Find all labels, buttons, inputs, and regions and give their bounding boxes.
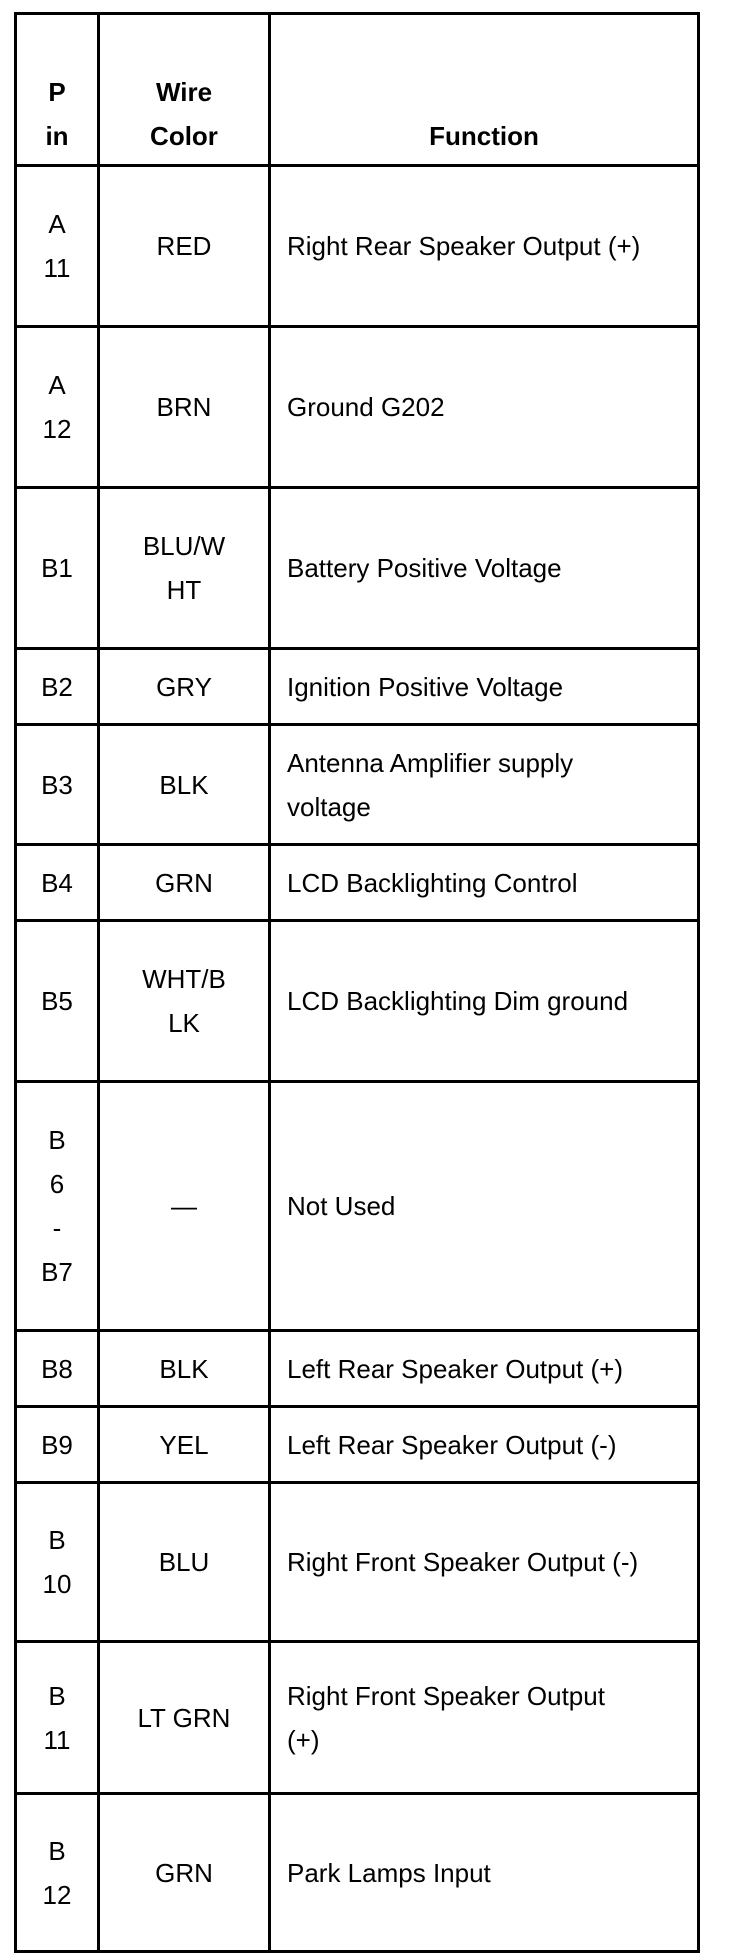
table-row [16,488,699,649]
function-cell: Left Rear Speaker Output (+) [270,1331,699,1407]
table-row [16,845,699,921]
function-cell: Right Front Speaker Output (-) [270,1483,699,1642]
table-row [16,1407,699,1483]
function-cell: Battery Positive Voltage [270,488,699,649]
table-row [16,725,699,845]
function-cell: LCD Backlighting Dim ground [270,921,699,1082]
header-wire-color [99,14,270,166]
wire-color-cell: RED [99,166,270,327]
header-function [270,14,699,166]
wire-color-cell: GRN [99,845,270,921]
table-row [16,1483,699,1642]
pin-cell: A 12 [16,327,99,488]
pin-cell: B 12 [16,1794,99,1952]
pin-cell: B1 [16,488,99,649]
pin-cell: B2 [16,649,99,725]
table-row [16,1642,699,1794]
table-row [16,1331,699,1407]
pin-cell: B9 [16,1407,99,1483]
header-pin-label: P in [45,77,69,151]
wire-color-cell: BLK [99,725,270,845]
wire-color-cell: WHT/B LK [99,921,270,1082]
wire-color-cell: — [99,1082,270,1331]
pin-cell: B3 [16,725,99,845]
pin-cell: B 10 [16,1483,99,1642]
pin-cell: A 11 [16,166,99,327]
function-cell: Right Front Speaker Output (+) [270,1642,699,1794]
header-wire-color-label: Wire Color [150,77,218,151]
function-cell: Left Rear Speaker Output (-) [270,1407,699,1483]
pin-cell: B8 [16,1331,99,1407]
wire-color-cell: GRN [99,1794,270,1952]
wire-color-cell: BLU/W HT [99,488,270,649]
wire-color-cell: BLK [99,1331,270,1407]
pin-cell: B5 [16,921,99,1082]
table-row [16,327,699,488]
function-cell: Right Rear Speaker Output (+) [270,166,699,327]
table-row [16,166,699,327]
pin-cell: B 6 - B7 [16,1082,99,1331]
wire-color-cell: BLU [99,1483,270,1642]
pin-function-table [14,12,700,1953]
wire-color-cell: YEL [99,1407,270,1483]
table-row [16,1794,699,1952]
function-cell: Park Lamps Input [270,1794,699,1952]
header-row [16,14,699,166]
wire-color-cell: GRY [99,649,270,725]
pin-cell: B 11 [16,1642,99,1794]
header-function-label: Function [429,121,539,151]
table-row [16,921,699,1082]
table-row [16,649,699,725]
table-row [16,1082,699,1331]
function-cell: LCD Backlighting Control [270,845,699,921]
wire-color-cell: LT GRN [99,1642,270,1794]
header-pin [16,14,99,166]
function-cell: Ignition Positive Voltage [270,649,699,725]
pin-cell: B4 [16,845,99,921]
wire-color-cell: BRN [99,327,270,488]
function-cell: Not Used [270,1082,699,1331]
function-cell: Antenna Amplifier supply voltage [270,725,699,845]
function-cell: Ground G202 [270,327,699,488]
